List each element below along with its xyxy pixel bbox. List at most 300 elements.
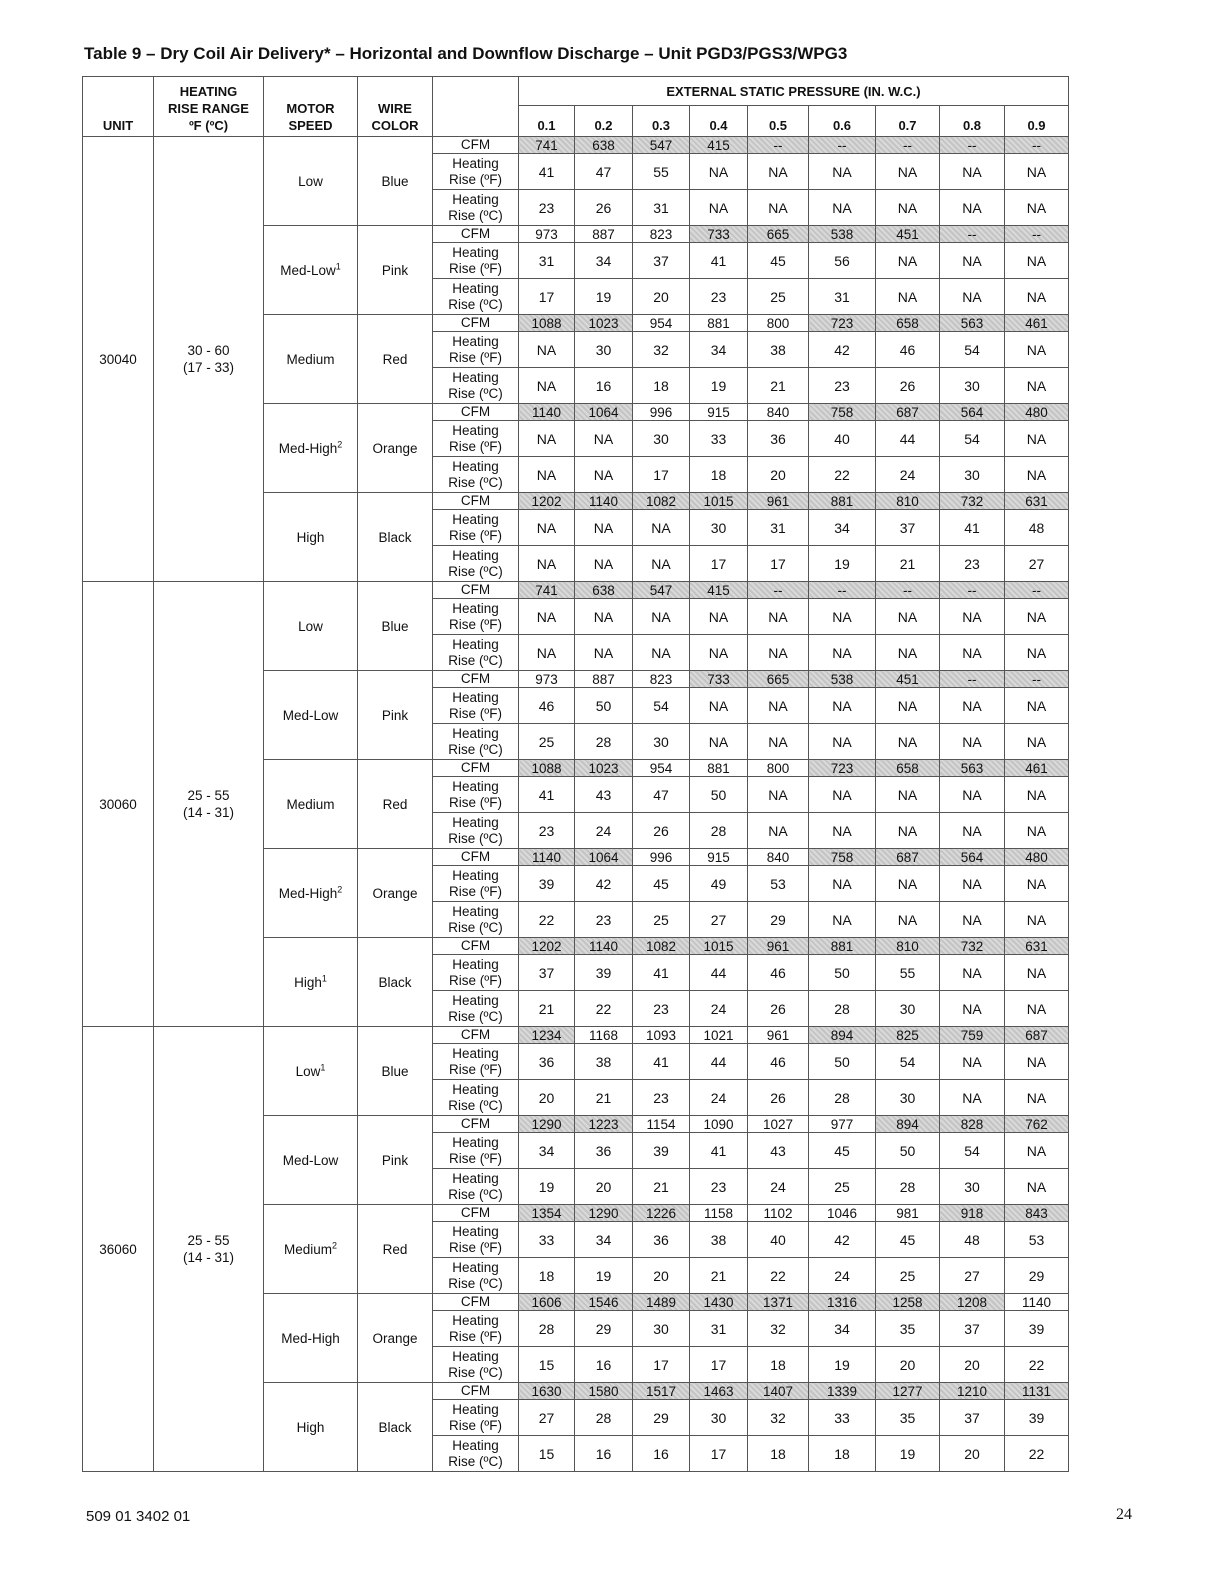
heating-rise-c-value: 28	[575, 724, 633, 760]
cfm-value: 733	[690, 226, 748, 243]
heating-rise-c-label	[433, 1169, 519, 1205]
cfm-label: CFM	[433, 1205, 519, 1222]
cfm-row	[83, 137, 1069, 154]
cfm-value: 1015	[690, 938, 748, 955]
cfm-value: 1234	[519, 1027, 575, 1044]
heating-rise-c-value: 21	[876, 546, 940, 582]
heating-rise-c-value: NA	[1005, 724, 1069, 760]
heating-label-line: Heating	[452, 1134, 499, 1150]
heating-rise-c-value: 17	[519, 279, 575, 315]
cfm-value: --	[940, 226, 1005, 243]
heating-rise-f-value: 33	[809, 1400, 876, 1436]
cfm-value: 1064	[575, 404, 633, 421]
motor-speed-label: Medium	[286, 351, 335, 367]
cfm-value: --	[809, 582, 876, 599]
heating-label-line: Heating	[452, 956, 499, 972]
heating-rise-c-value: 30	[876, 991, 940, 1027]
heating-rise-c-value: NA	[940, 902, 1005, 938]
cfm-value: 723	[809, 760, 876, 777]
cfm-value: 732	[940, 938, 1005, 955]
heating-rise-f-value: 36	[748, 421, 809, 457]
motor-speed	[264, 582, 358, 671]
cfm-label: CFM	[433, 938, 519, 955]
heating-rise-f-value: 33	[519, 1222, 575, 1258]
heating-rise-f-value: 37	[633, 243, 690, 279]
heating-rise-c-value: 17	[748, 546, 809, 582]
cfm-value: 894	[876, 1116, 940, 1133]
rise-c-label-line: Rise (ºC)	[448, 207, 503, 223]
heating-rise-c-value: 30	[940, 1169, 1005, 1205]
heating-rise-c-value: 24	[876, 457, 940, 493]
heating-rise-f-value: NA	[1005, 243, 1069, 279]
heating-rise-c-value: 17	[690, 1347, 748, 1383]
heating-rise-c-value: 25	[809, 1169, 876, 1205]
heating-rise-c-value: 26	[876, 368, 940, 404]
cfm-value: 1290	[575, 1205, 633, 1222]
heating-rise-c-label	[433, 813, 519, 849]
rise-f-label-line: Rise (ºF)	[449, 438, 502, 454]
cfm-value: 1131	[1005, 1383, 1069, 1400]
heating-rise-c-value: NA	[690, 190, 748, 226]
heating-rise-f-value: 34	[519, 1133, 575, 1169]
heating-rise-f-value: NA	[748, 154, 809, 190]
rise-range-f: 25 - 55	[187, 788, 230, 803]
footnote-marker: 1	[321, 973, 327, 983]
heating-rise-f-value: NA	[940, 243, 1005, 279]
cfm-value: --	[1005, 671, 1069, 688]
heating-rise-c-value: NA	[940, 190, 1005, 226]
heating-label-line: Heating	[452, 244, 499, 260]
heating-rise-c-value: 23	[690, 1169, 748, 1205]
motor-speed	[264, 137, 358, 226]
heating-rise-c-value: NA	[1005, 991, 1069, 1027]
cfm-value: 840	[748, 849, 809, 866]
heating-rise-c-value: 21	[690, 1258, 748, 1294]
motor-speed-label: Med-Low	[282, 707, 339, 723]
wire-color: Pink	[358, 671, 433, 760]
cfm-value: --	[876, 582, 940, 599]
cfm-value: 1046	[809, 1205, 876, 1222]
cfm-value: 810	[876, 493, 940, 510]
heating-rise-c-value: NA	[940, 991, 1005, 1027]
heating-rise-c-value: 23	[940, 546, 1005, 582]
footnote-marker: 1	[335, 261, 341, 271]
heating-label-line: Heating	[452, 814, 499, 830]
header-wire-line: WIRE	[378, 101, 412, 116]
cfm-value: 538	[809, 671, 876, 688]
cfm-value: 1606	[519, 1294, 575, 1311]
cfm-value: 563	[940, 760, 1005, 777]
cfm-value: 1202	[519, 938, 575, 955]
heating-rise-f-value: NA	[575, 599, 633, 635]
heating-rise-c-value: 24	[690, 991, 748, 1027]
heating-rise-c-value: 27	[940, 1258, 1005, 1294]
heating-rise-c-value: 19	[809, 1347, 876, 1383]
cfm-value: --	[1005, 137, 1069, 154]
heating-rise-c-value: NA	[940, 813, 1005, 849]
heating-rise-f-value: 54	[633, 688, 690, 724]
heating-rise-c-value: 20	[575, 1169, 633, 1205]
cfm-value: 758	[809, 404, 876, 421]
motor-speed	[264, 671, 358, 760]
heating-label-line: Heating	[452, 547, 499, 563]
heating-rise-c-value: NA	[748, 724, 809, 760]
heating-rise-c-value: 25	[519, 724, 575, 760]
heating-rise-f-value: 50	[809, 955, 876, 991]
cfm-label: CFM	[433, 493, 519, 510]
heating-rise-f-value: 39	[519, 866, 575, 902]
heating-rise-c-value: 19	[690, 368, 748, 404]
heating-rise-f-value: NA	[876, 599, 940, 635]
rise-c-label-line: Rise (ºC)	[448, 563, 503, 579]
heating-rise-f-value: NA	[940, 866, 1005, 902]
wire-color: Orange	[358, 1294, 433, 1383]
heating-rise-f-label	[433, 1222, 519, 1258]
heating-rise-f-value: 35	[876, 1311, 940, 1347]
heating-rise-f-value: NA	[748, 688, 809, 724]
heating-rise-c-value: 31	[633, 190, 690, 226]
pressure-header: 0.7	[876, 106, 940, 137]
cfm-value: 658	[876, 315, 940, 332]
heating-rise-f-value: NA	[519, 421, 575, 457]
heating-rise-c-value: NA	[1005, 368, 1069, 404]
cfm-value: 415	[690, 582, 748, 599]
cfm-value: --	[1005, 226, 1069, 243]
wire-color: Pink	[358, 226, 433, 315]
motor-speed	[264, 1027, 358, 1116]
heating-rise-c-value: 17	[690, 1436, 748, 1472]
heating-rise-f-value: 54	[940, 421, 1005, 457]
pressure-header: 0.3	[633, 106, 690, 137]
heating-rise-c-value: 22	[519, 902, 575, 938]
heating-rise-f-value: 36	[633, 1222, 690, 1258]
cfm-row	[83, 582, 1069, 599]
heating-rise-c-value: 23	[690, 279, 748, 315]
cfm-value: 1517	[633, 1383, 690, 1400]
heating-rise-f-value: NA	[1005, 777, 1069, 813]
rise-f-label-line: Rise (ºF)	[449, 616, 502, 632]
cfm-value: 800	[748, 315, 809, 332]
heating-rise-c-value: 20	[633, 1258, 690, 1294]
heating-rise-c-value: NA	[876, 190, 940, 226]
heating-rise-c-value: NA	[809, 724, 876, 760]
wire-color: Pink	[358, 1116, 433, 1205]
heating-rise-c-value: 26	[575, 190, 633, 226]
pressure-header: 0.5	[748, 106, 809, 137]
heating-rise-f-value: 44	[690, 1044, 748, 1080]
table-title: Table 9 – Dry Coil Air Delivery* – Horizontal and Downflow Discharge – Unit PGD3/PGS3/WPG3	[84, 44, 848, 63]
cfm-value: 961	[748, 1027, 809, 1044]
heating-label-line: Heating	[452, 867, 499, 883]
cfm-value: 1064	[575, 849, 633, 866]
rise-range-c: (14 - 31)	[182, 1250, 235, 1265]
cfm-value: 894	[809, 1027, 876, 1044]
cfm-value: 961	[748, 938, 809, 955]
heating-rise-c-value: 16	[633, 1436, 690, 1472]
cfm-value: 1210	[940, 1383, 1005, 1400]
cfm-label: CFM	[433, 137, 519, 154]
heating-rise-c-value: NA	[1005, 279, 1069, 315]
heating-rise-c-value: 26	[748, 1080, 809, 1116]
cfm-value: 881	[809, 938, 876, 955]
cfm-value: 1316	[809, 1294, 876, 1311]
motor-speed-label: High	[296, 529, 325, 545]
rise-f-label-line: Rise (ºF)	[449, 794, 502, 810]
rise-f-label-line: Rise (ºF)	[449, 527, 502, 543]
heating-rise-c-value: 28	[809, 1080, 876, 1116]
motor-speed	[264, 1294, 358, 1383]
cfm-value: 461	[1005, 315, 1069, 332]
rise-f-label-line: Rise (ºF)	[449, 260, 502, 276]
heating-label-line: Heating	[452, 191, 499, 207]
header-heating-rise-line: RISE RANGE	[168, 101, 249, 116]
cfm-value: 1023	[575, 315, 633, 332]
heating-rise-f-value: 38	[690, 1222, 748, 1258]
heating-rise-f-value: 43	[575, 777, 633, 813]
cfm-value: 1168	[575, 1027, 633, 1044]
heating-rise-c-value: 22	[809, 457, 876, 493]
heating-rise-f-value: NA	[809, 777, 876, 813]
heating-rise-c-value: 23	[519, 813, 575, 849]
wire-color: Orange	[358, 849, 433, 938]
heating-rise-c-value: 20	[940, 1436, 1005, 1472]
cfm-value: 843	[1005, 1205, 1069, 1222]
heating-rise-c-value: 24	[690, 1080, 748, 1116]
heating-rise-c-value: NA	[940, 1080, 1005, 1116]
heating-label-line: Heating	[452, 1437, 499, 1453]
heating-rise-f-value: 44	[690, 955, 748, 991]
motor-speed	[264, 226, 358, 315]
heating-rise-c-value: 19	[519, 1169, 575, 1205]
heating-rise-c-value: NA	[940, 724, 1005, 760]
heating-rise-f-value: NA	[1005, 332, 1069, 368]
cfm-value: 759	[940, 1027, 1005, 1044]
heating-rise-f-value: 31	[748, 510, 809, 546]
cfm-value: 1154	[633, 1116, 690, 1133]
heating-rise-f-value: NA	[940, 955, 1005, 991]
heating-label-line: Heating	[452, 1045, 499, 1061]
cfm-value: 1208	[940, 1294, 1005, 1311]
heating-rise-f-value: 39	[1005, 1311, 1069, 1347]
rise-c-label-line: Rise (ºC)	[448, 1364, 503, 1380]
pressure-header: 0.8	[940, 106, 1005, 137]
heating-rise-f-value: 28	[575, 1400, 633, 1436]
wire-color: Blue	[358, 137, 433, 226]
motor-speed-label: Med-High	[278, 440, 338, 456]
heating-rise-f-value: 37	[519, 955, 575, 991]
heating-rise-f-value: 30	[575, 332, 633, 368]
cfm-label: CFM	[433, 671, 519, 688]
rise-f-label-line: Rise (ºF)	[449, 705, 502, 721]
heating-rise-f-value: 34	[809, 1311, 876, 1347]
heating-rise-f-label	[433, 510, 519, 546]
rise-c-label-line: Rise (ºC)	[448, 385, 503, 401]
heating-rise-c-value: 16	[575, 1347, 633, 1383]
cfm-value: --	[748, 582, 809, 599]
heating-rise-f-value: 30	[633, 1311, 690, 1347]
cfm-value: 638	[575, 582, 633, 599]
cfm-value: 887	[575, 226, 633, 243]
cfm-value: 687	[1005, 1027, 1069, 1044]
heating-rise-f-value: NA	[1005, 154, 1069, 190]
heating-rise-f-value: 30	[633, 421, 690, 457]
heating-rise-c-value: NA	[748, 635, 809, 671]
heating-rise-f-value: NA	[519, 599, 575, 635]
heating-rise-f-value: 29	[575, 1311, 633, 1347]
heating-rise-c-value: NA	[809, 635, 876, 671]
rise-range-c: (17 - 33)	[182, 360, 235, 375]
motor-speed	[264, 938, 358, 1027]
heating-rise-f-value: 49	[690, 866, 748, 902]
heating-rise-f-value: 56	[809, 243, 876, 279]
cfm-value: 547	[633, 582, 690, 599]
heating-rise-f-value: NA	[519, 510, 575, 546]
heating-rise-f-value: 29	[633, 1400, 690, 1436]
heating-rise-f-value: 40	[809, 421, 876, 457]
motor-speed	[264, 315, 358, 404]
pressure-header: 0.6	[809, 106, 876, 137]
cfm-value: 954	[633, 760, 690, 777]
heating-rise-c-value: 20	[940, 1347, 1005, 1383]
cfm-label: CFM	[433, 1116, 519, 1133]
heating-rise-f-value: NA	[748, 599, 809, 635]
heating-rise-c-label	[433, 457, 519, 493]
cfm-value: 1290	[519, 1116, 575, 1133]
rise-c-label-line: Rise (ºC)	[448, 830, 503, 846]
motor-speed-label: Low	[295, 1063, 321, 1079]
heating-rise-c-value: NA	[1005, 902, 1069, 938]
heating-rise-f-value: 41	[519, 154, 575, 190]
cfm-label: CFM	[433, 404, 519, 421]
cfm-value: 723	[809, 315, 876, 332]
heating-rise-c-value: 15	[519, 1347, 575, 1383]
heating-rise-f-value: 41	[690, 1133, 748, 1169]
cfm-value: 762	[1005, 1116, 1069, 1133]
cfm-value: 1140	[575, 493, 633, 510]
cfm-label: CFM	[433, 760, 519, 777]
motor-speed-label: High	[294, 974, 322, 990]
heating-rise-f-value: NA	[876, 154, 940, 190]
heating-rise-f-value: NA	[940, 154, 1005, 190]
heating-label-line: Heating	[452, 369, 499, 385]
unit-model: 30040	[83, 137, 154, 582]
heating-rise-c-label	[433, 368, 519, 404]
cfm-value: 823	[633, 226, 690, 243]
heating-label-line: Heating	[452, 1312, 499, 1328]
cfm-value: 1090	[690, 1116, 748, 1133]
heating-rise-c-value: 22	[748, 1258, 809, 1294]
cfm-value: 1489	[633, 1294, 690, 1311]
heating-rise-f-label	[433, 688, 519, 724]
heating-rise-f-value: 45	[809, 1133, 876, 1169]
heating-rise-c-value: 27	[690, 902, 748, 938]
heating-rise-f-value: NA	[940, 688, 1005, 724]
cfm-label: CFM	[433, 849, 519, 866]
heating-rise-range	[154, 582, 264, 1027]
heating-rise-c-value: 24	[575, 813, 633, 849]
rise-c-label-line: Rise (ºC)	[448, 1186, 503, 1202]
wire-color: Blue	[358, 582, 433, 671]
cfm-value: 1093	[633, 1027, 690, 1044]
heating-rise-f-value: NA	[876, 777, 940, 813]
cfm-value: 480	[1005, 849, 1069, 866]
heating-rise-c-value: 23	[633, 991, 690, 1027]
heating-rise-f-value: 41	[633, 1044, 690, 1080]
heating-rise-f-value: 36	[519, 1044, 575, 1080]
cfm-value: 547	[633, 137, 690, 154]
heating-rise-f-value: NA	[1005, 866, 1069, 902]
heating-rise-c-value: 22	[575, 991, 633, 1027]
heating-rise-c-value: 20	[633, 279, 690, 315]
heating-rise-f-label	[433, 1133, 519, 1169]
heating-rise-c-value: NA	[575, 457, 633, 493]
heating-label-line: Heating	[452, 511, 499, 527]
rise-f-label-line: Rise (ºF)	[449, 349, 502, 365]
heating-rise-c-value: 15	[519, 1436, 575, 1472]
heating-rise-f-value: NA	[690, 599, 748, 635]
cfm-value: 981	[876, 1205, 940, 1222]
heating-rise-c-value: 25	[633, 902, 690, 938]
heating-rise-f-value: 31	[519, 243, 575, 279]
heating-rise-c-value: 21	[748, 368, 809, 404]
table-body	[83, 137, 1069, 1472]
footnote-marker: 2	[332, 1240, 338, 1250]
motor-speed	[264, 493, 358, 582]
heating-rise-c-value: 23	[633, 1080, 690, 1116]
cfm-value: 881	[690, 760, 748, 777]
heating-rise-f-value: NA	[940, 599, 1005, 635]
heating-rise-c-value: NA	[809, 190, 876, 226]
footnote-marker: 2	[337, 439, 343, 449]
cfm-value: 1223	[575, 1116, 633, 1133]
heating-rise-f-value: 46	[748, 1044, 809, 1080]
heating-rise-f-value: NA	[876, 243, 940, 279]
heating-rise-c-value: 29	[1005, 1258, 1069, 1294]
heating-rise-c-label	[433, 902, 519, 938]
cfm-value: 1140	[519, 404, 575, 421]
motor-speed-label: High	[296, 1419, 325, 1435]
heating-rise-c-value: 30	[940, 457, 1005, 493]
heating-rise-c-value: 19	[575, 279, 633, 315]
heating-rise-c-value: NA	[1005, 190, 1069, 226]
heating-rise-c-value: 31	[809, 279, 876, 315]
heating-rise-f-value: 38	[748, 332, 809, 368]
heating-rise-f-value: NA	[519, 332, 575, 368]
cfm-value: 1140	[519, 849, 575, 866]
heating-rise-f-value: 27	[519, 1400, 575, 1436]
heating-rise-f-value: 41	[940, 510, 1005, 546]
heating-rise-c-value: 27	[1005, 546, 1069, 582]
motor-speed	[264, 849, 358, 938]
pressure-header: 0.2	[575, 106, 633, 137]
heating-rise-c-value: NA	[1005, 813, 1069, 849]
header-heating-rise	[154, 77, 264, 137]
heating-rise-c-value: NA	[633, 635, 690, 671]
cfm-value: 1277	[876, 1383, 940, 1400]
heating-rise-f-value: 42	[809, 1222, 876, 1258]
heating-rise-f-value: 46	[876, 332, 940, 368]
footnote-marker: 2	[337, 884, 343, 894]
heating-rise-f-value: 30	[690, 1400, 748, 1436]
footnote-marker: 1	[320, 1062, 326, 1072]
heating-rise-c-value: 30	[876, 1080, 940, 1116]
cfm-value: 1140	[1005, 1294, 1069, 1311]
heating-rise-c-value: 28	[690, 813, 748, 849]
heating-rise-range	[154, 1027, 264, 1472]
heating-rise-c-value: 21	[575, 1080, 633, 1116]
cfm-value: 1546	[575, 1294, 633, 1311]
rise-c-label-line: Rise (ºC)	[448, 1453, 503, 1469]
